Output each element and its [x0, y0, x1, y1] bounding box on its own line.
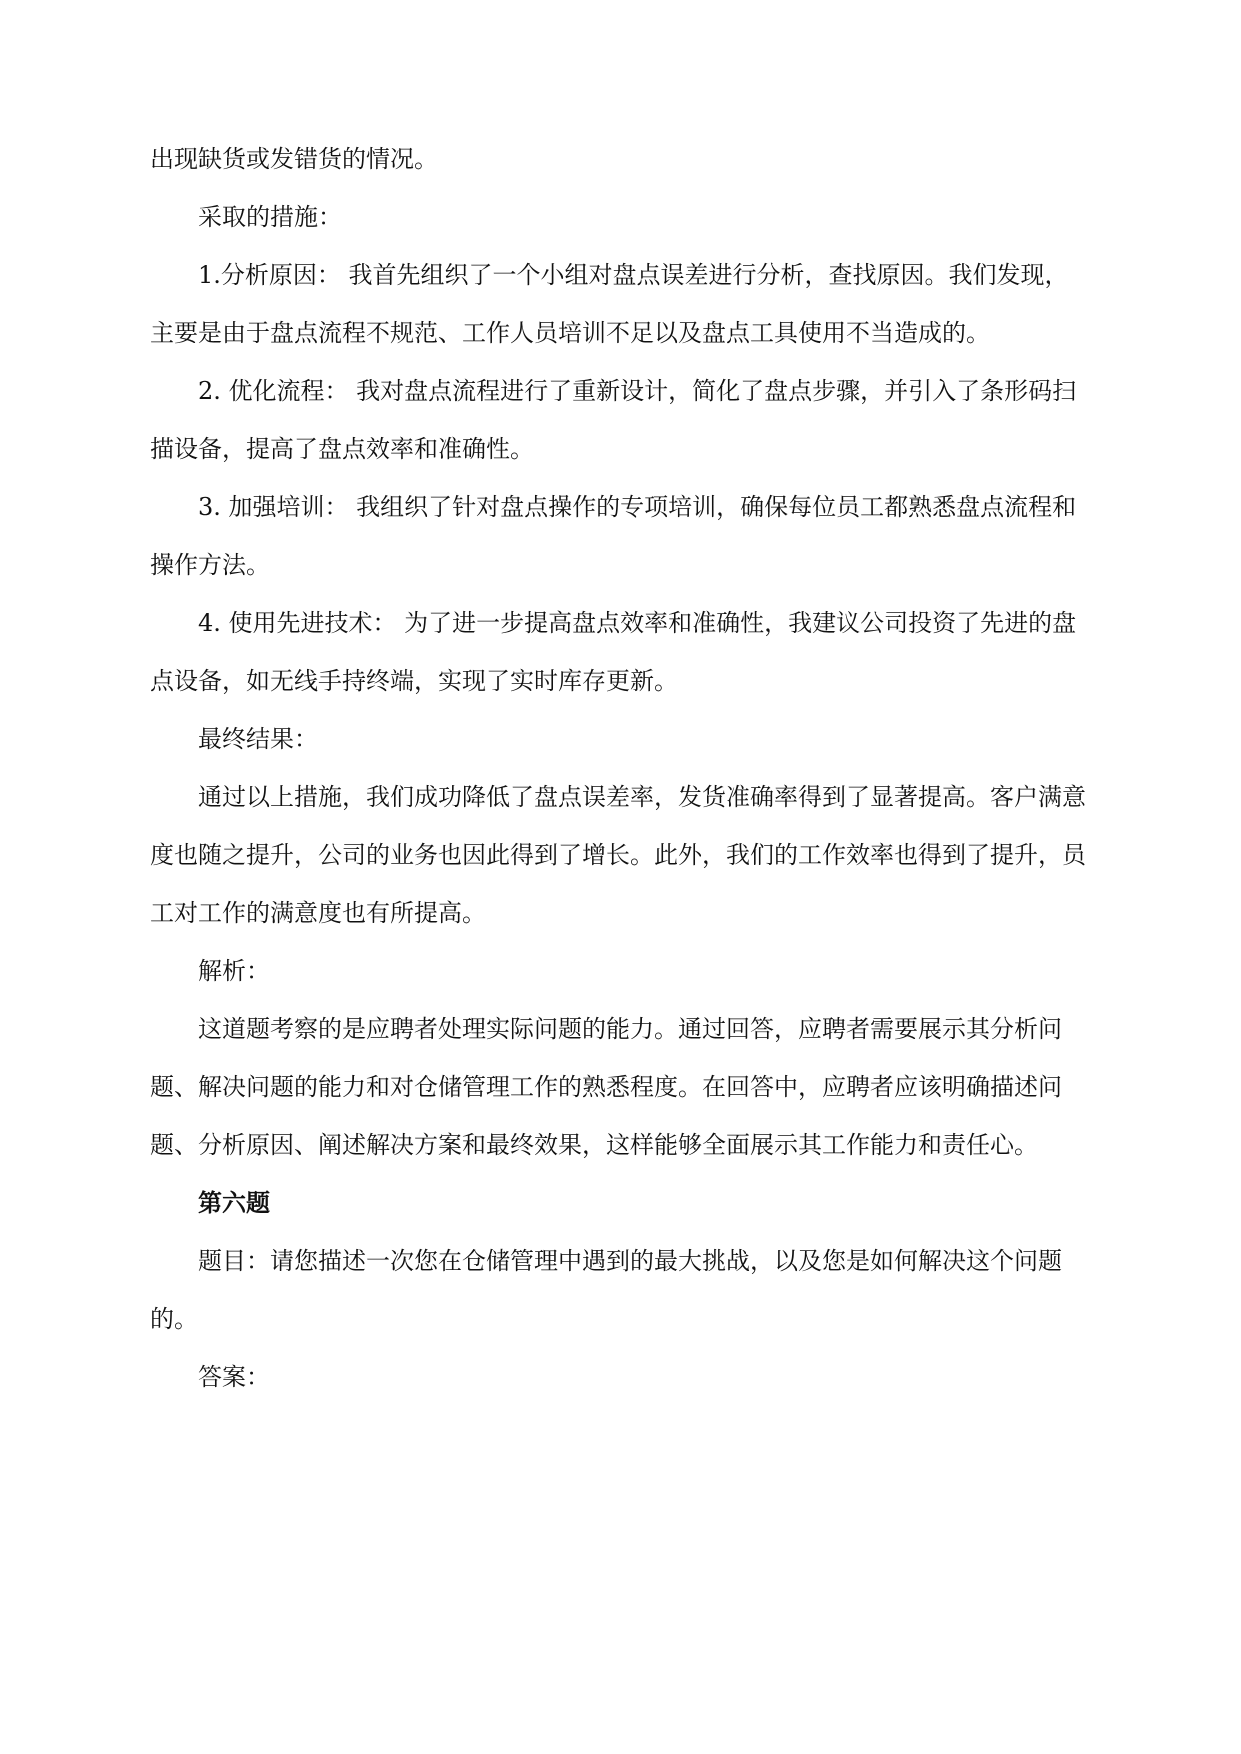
analysis-heading: 解析：: [198, 957, 270, 985]
question-six-heading: 第六题: [198, 1188, 270, 1217]
question-six-prompt: 题目：请您描述一次您在仓储管理中遇到的最大挑战，以及您是如何解决这个问题的。: [150, 1247, 1062, 1333]
analysis-paragraph: 这道题考察的是应聘者处理实际问题的能力。通过回答，应聘者需要展示其分析问题、解决问题的能力和对仓储管理工作的熟悉程度。在回答中，应聘者应该明确描述问题、分析原因、阐述解决方案和最终效果，这样能够全面展示其工作能力和责任心。: [150, 1015, 1062, 1159]
document-page: [150, 130, 1090, 1406]
paragraph-continuation: 出现缺货或发错货的情况。: [150, 145, 438, 173]
measure-4: 4. 使用先进技术： 为了进一步提高盘点效率和准确性，我建议公司投资了先进的盘点设备，如无线手持终端，实现了实时库存更新。: [150, 609, 1077, 695]
measure-3: 3. 加强培训： 我组织了针对盘点操作的专项培训，确保每位员工都熟悉盘点流程和操作方法。: [150, 493, 1077, 579]
measure-1: 1.分析原因： 我首先组织了一个小组对盘点误差进行分析，查找原因。我们发现，主要是由于盘点流程不规范、工作人员培训不足以及盘点工具使用不当造成的。: [150, 261, 1069, 347]
answer-heading: 答案：: [198, 1363, 270, 1391]
measure-2: 2. 优化流程： 我对盘点流程进行了重新设计，简化了盘点步骤，并引入了条形码扫描设备，提高了盘点效率和准确性。: [150, 377, 1077, 463]
result-paragraph: 通过以上措施，我们成功降低了盘点误差率，发货准确率得到了显著提高。客户满意度也随之提升，公司的业务也因此得到了增长。此外，我们的工作效率也得到了提升，员工对工作的满意度也有所提高。: [150, 783, 1086, 927]
result-heading: 最终结果：: [198, 725, 318, 753]
measures-heading: 采取的措施：: [198, 203, 342, 231]
